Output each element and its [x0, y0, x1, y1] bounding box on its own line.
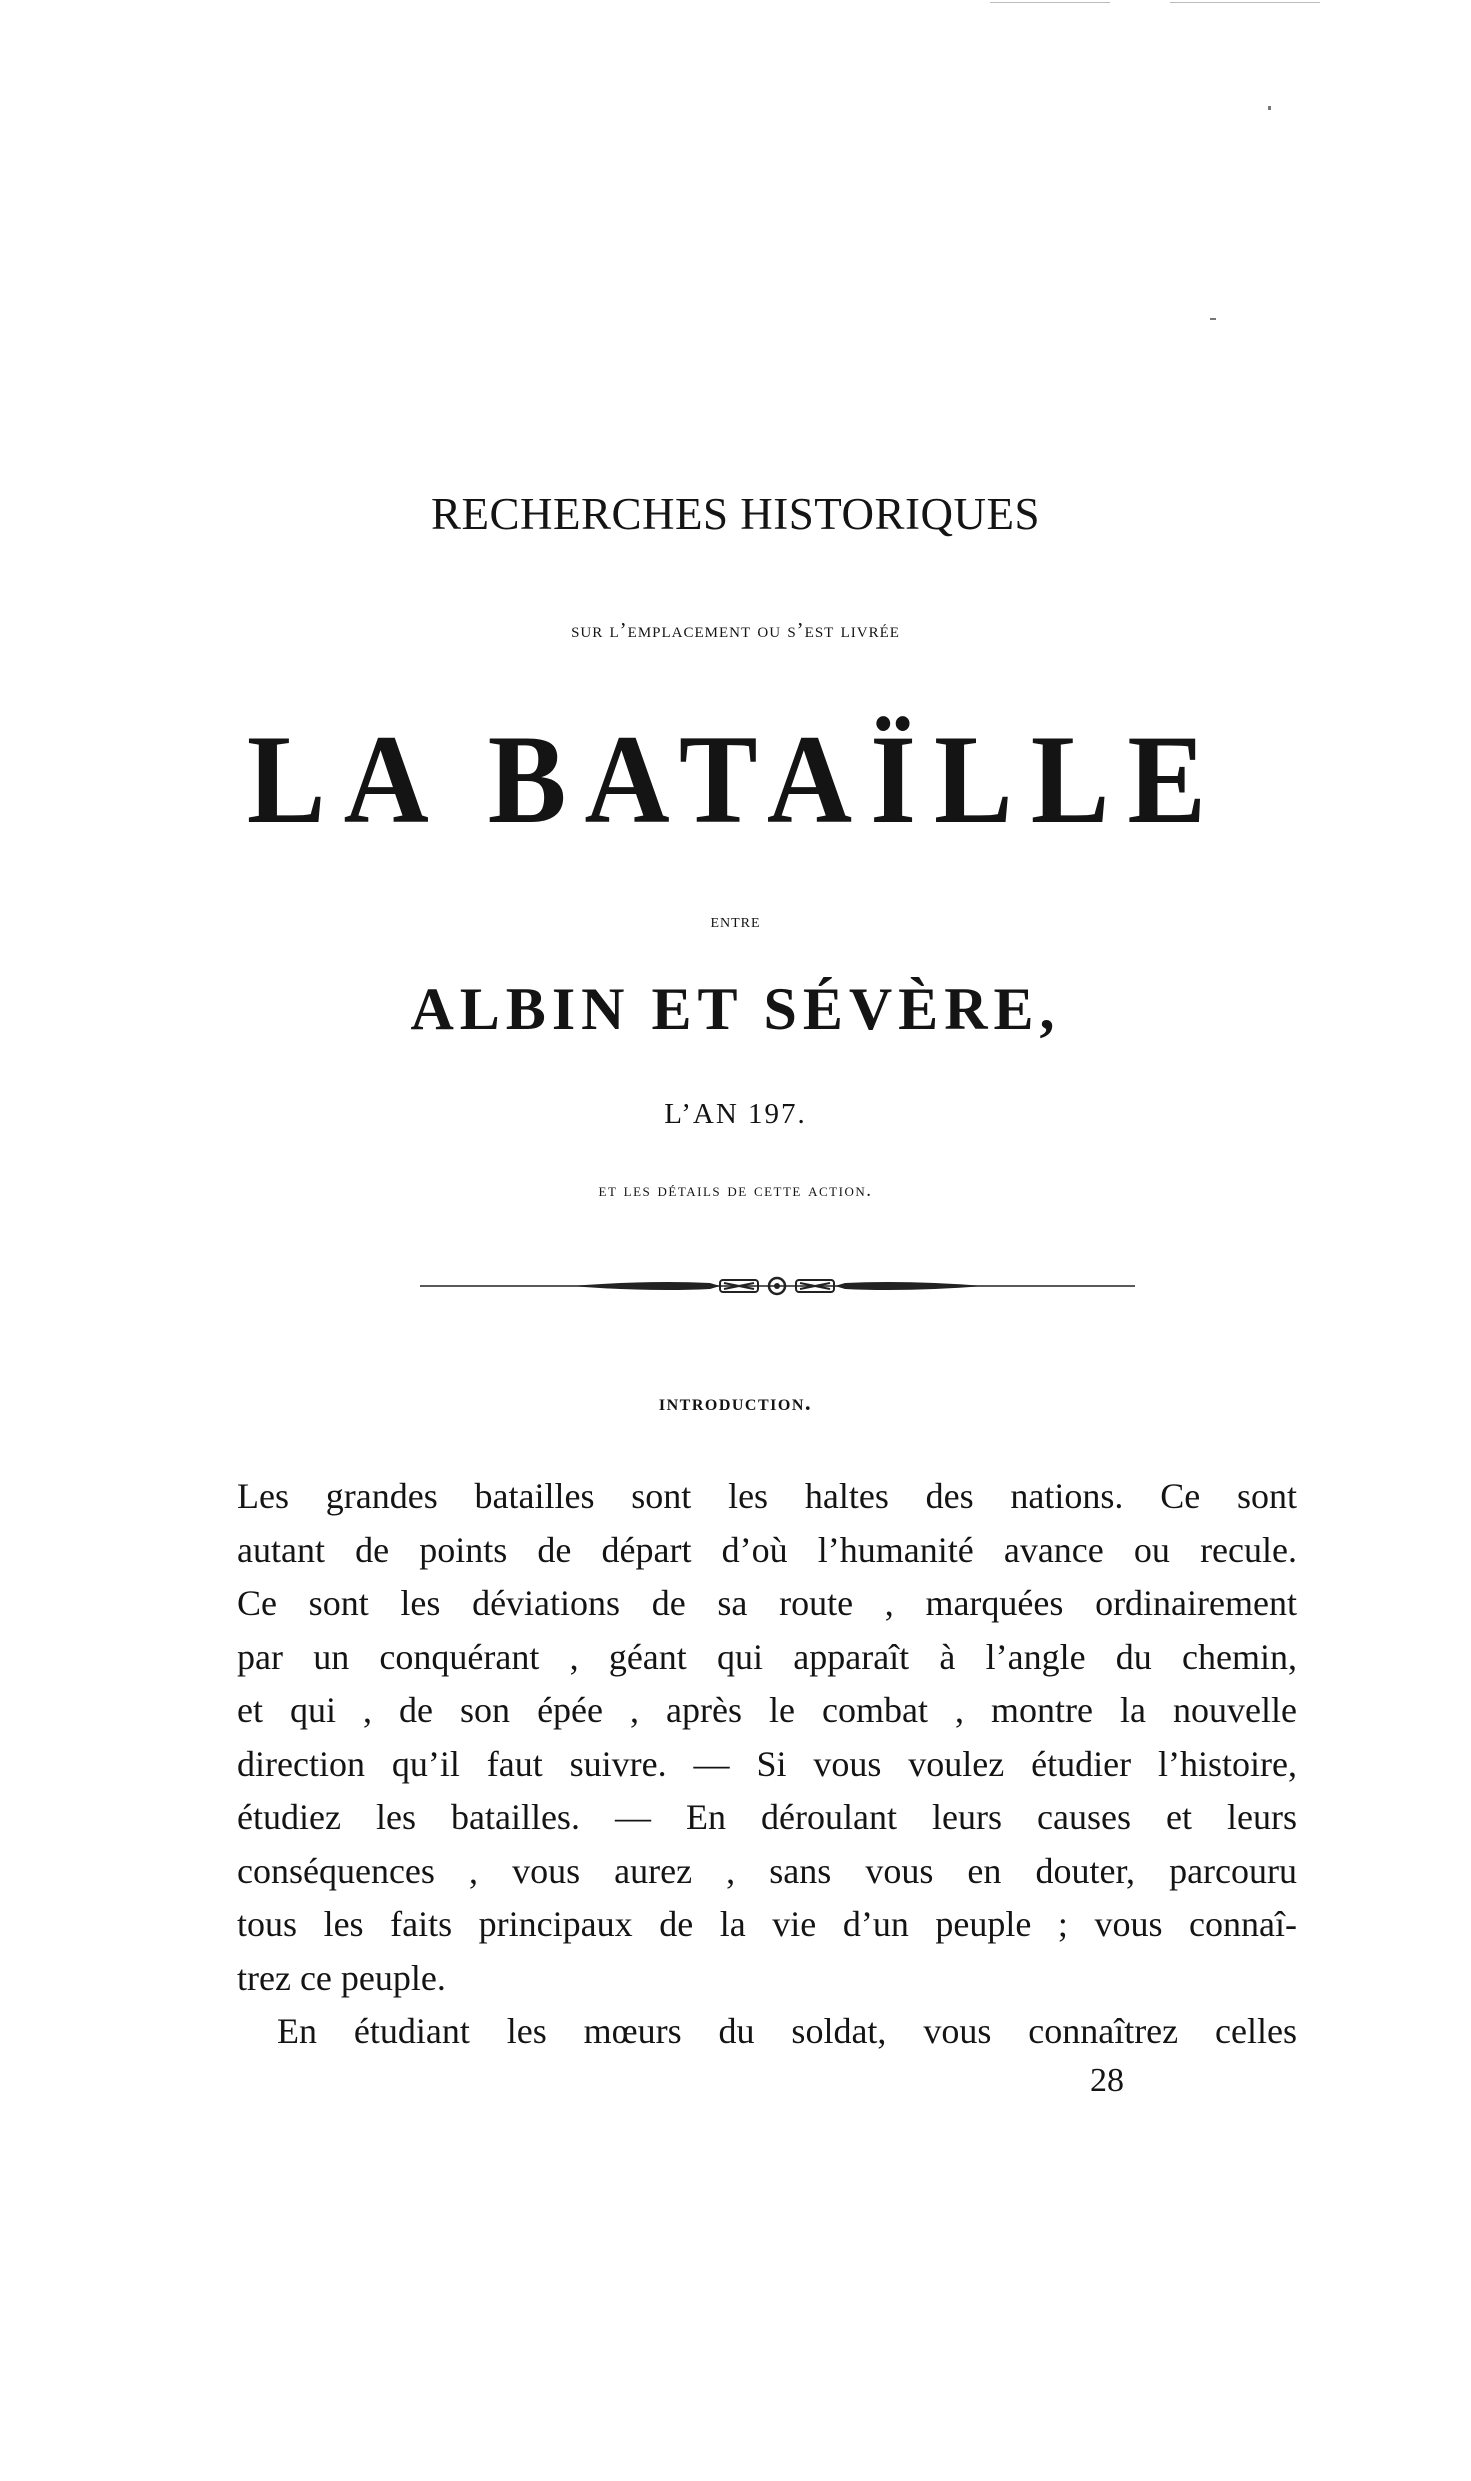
scan-speck	[1170, 2, 1320, 3]
year-line: L’AN 197.	[664, 1098, 807, 1130]
main-title: LA BATAÏLLE	[246, 708, 1225, 851]
text-line: et qui , de son épée , après le combat , montre la nouvelle	[237, 1690, 1297, 1730]
names-title: ALBIN ET SÉVÈRE,	[410, 976, 1061, 1042]
text-line: En étudiant les mœurs du soldat, vous connaîtrez celles	[277, 2011, 1297, 2051]
text-line: étudiez les batailles. — En déroulant leurs causes et leurs	[237, 1797, 1297, 1837]
scan-speck	[990, 2, 1110, 3]
ornament-divider-icon	[420, 1268, 1135, 1304]
text-line: Les grandes batailles sont les haltes des nations. Ce sont	[237, 1476, 1297, 1516]
section-heading: introduction.	[658, 1390, 813, 1415]
scan-speck	[1210, 318, 1216, 320]
text-line: conséquences , vous aurez , sans vous en douter, parcouru	[237, 1850, 1297, 1891]
details-line: et les détails de cette action.	[598, 1180, 873, 1201]
text-line: direction qu’il faut suivre. — Si vous voulez étudier l’histoire,	[237, 1743, 1297, 1784]
body-paragraph	[237, 1470, 1297, 2059]
text-line: par un conquérant , géant qui apparaît à l’angle du chemin,	[237, 1636, 1297, 1677]
text-line: Ce sont les déviations de sa route , marquées ordinairement	[237, 1583, 1297, 1623]
subtitle: sur l’emplacement ou s’est livrée	[571, 618, 900, 642]
connector-text: entre	[710, 910, 761, 932]
page-title: RECHERCHES HISTORIQUES	[431, 489, 1040, 539]
scan-speck	[1268, 106, 1271, 110]
text-line: tous les faits principaux de la vie d’un peuple ; vous connaî-	[237, 1904, 1297, 1944]
text-line: autant de points de départ d’où l’humanité avance ou recule.	[237, 1529, 1297, 1570]
page-number: 28	[1090, 2062, 1124, 2099]
text-line: trez ce peuple.	[237, 1957, 446, 1998]
